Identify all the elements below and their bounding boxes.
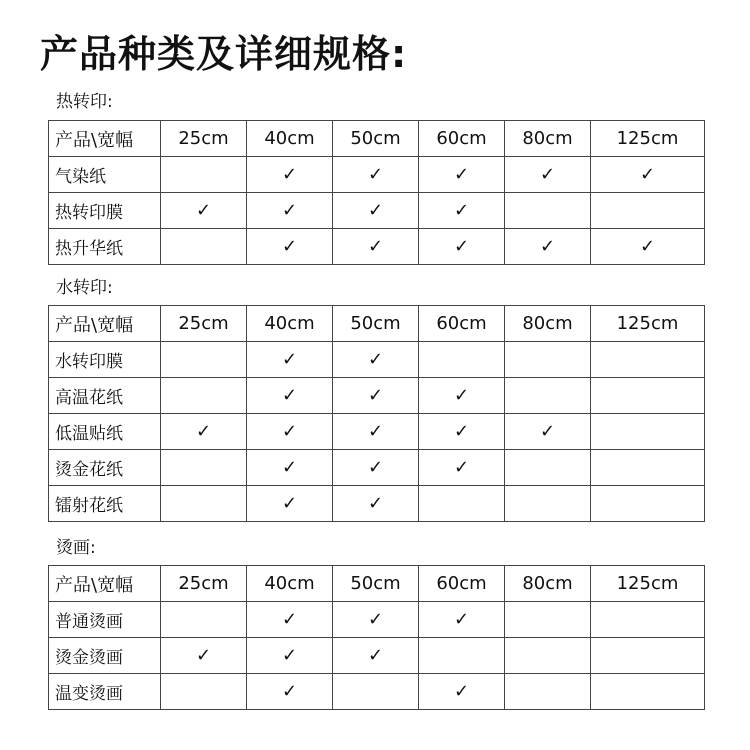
check-icon: ✓ [281,385,298,406]
availability-cell [247,414,333,450]
header-cell-width: 60cm [419,121,505,157]
check-icon: ✓ [367,645,384,666]
header-cell-width: 60cm [419,306,505,342]
table-row [49,378,705,414]
check-icon: ✓ [367,457,384,478]
check-icon: ✓ [453,681,470,702]
availability-cell [591,157,705,193]
availability-cell [419,193,505,229]
availability-cell [591,602,705,638]
check-icon: ✓ [281,164,298,185]
product-name-cell: 水转印膜 [49,342,161,378]
section-label-iron-on: 烫画: [56,538,96,558]
availability-cell [247,638,333,674]
availability-cell [333,602,419,638]
check-icon: ✓ [195,421,212,442]
availability-cell [247,378,333,414]
availability-cell [419,378,505,414]
availability-cell [161,229,247,265]
availability-cell [505,450,591,486]
availability-cell [333,450,419,486]
check-icon: ✓ [639,236,656,257]
availability-cell [591,342,705,378]
header-cell-width: 80cm [505,121,591,157]
availability-cell [161,638,247,674]
check-icon: ✓ [281,421,298,442]
availability-cell [333,193,419,229]
header-cell-width: 125cm [591,566,705,602]
availability-cell [247,602,333,638]
check-icon: ✓ [453,236,470,257]
availability-cell [161,450,247,486]
check-icon: ✓ [281,200,298,221]
availability-cell [333,229,419,265]
check-icon: ✓ [367,200,384,221]
availability-cell [419,674,505,710]
check-icon: ✓ [367,236,384,257]
check-icon: ✓ [367,385,384,406]
spec-table-iron-on [48,565,705,710]
table-header-row [49,121,705,157]
product-name-cell: 烫金烫画 [49,638,161,674]
availability-cell [591,450,705,486]
header-cell-product-width: 产品\宽幅 [49,306,161,342]
product-name-cell: 镭射花纸 [49,486,161,522]
availability-cell [333,486,419,522]
header-cell-width: 40cm [247,306,333,342]
table-row [49,342,705,378]
availability-cell [333,414,419,450]
section-label-heat-transfer: 热转印: [56,92,113,112]
product-name-cell: 高温花纸 [49,378,161,414]
availability-cell [419,414,505,450]
availability-cell [161,674,247,710]
availability-cell [505,638,591,674]
spec-table-water-transfer [48,305,705,522]
availability-cell [505,378,591,414]
table-row [49,450,705,486]
check-icon: ✓ [453,164,470,185]
availability-cell [333,157,419,193]
table-row [49,486,705,522]
header-cell-width: 25cm [161,566,247,602]
availability-cell [419,486,505,522]
check-icon: ✓ [539,421,556,442]
availability-cell [505,414,591,450]
availability-cell [419,342,505,378]
header-cell-width: 125cm [591,306,705,342]
check-icon: ✓ [367,421,384,442]
availability-cell [591,378,705,414]
check-icon: ✓ [281,236,298,257]
check-icon: ✓ [367,164,384,185]
header-cell-product-width: 产品\宽幅 [49,121,161,157]
product-name-cell: 低温贴纸 [49,414,161,450]
check-icon: ✓ [539,236,556,257]
header-cell-width: 40cm [247,566,333,602]
section-label-water-transfer: 水转印: [56,278,113,298]
check-icon: ✓ [453,457,470,478]
availability-cell [591,414,705,450]
availability-cell [161,342,247,378]
header-cell-width: 25cm [161,306,247,342]
availability-cell [591,229,705,265]
availability-cell [247,157,333,193]
availability-cell [419,602,505,638]
header-cell-width: 60cm [419,566,505,602]
availability-cell [247,193,333,229]
check-icon: ✓ [281,609,298,630]
availability-cell [505,229,591,265]
product-name-cell: 温变烫画 [49,674,161,710]
availability-cell [505,342,591,378]
table-row [49,157,705,193]
check-icon: ✓ [453,200,470,221]
table-row [49,674,705,710]
check-icon: ✓ [453,609,470,630]
header-cell-width: 80cm [505,306,591,342]
availability-cell [419,638,505,674]
check-icon: ✓ [281,457,298,478]
availability-cell [591,486,705,522]
availability-cell [247,450,333,486]
availability-cell [505,486,591,522]
check-icon: ✓ [281,645,298,666]
header-cell-width: 40cm [247,121,333,157]
availability-cell [247,342,333,378]
check-icon: ✓ [539,164,556,185]
product-name-cell: 烫金花纸 [49,450,161,486]
availability-cell [419,157,505,193]
table-row [49,193,705,229]
check-icon: ✓ [639,164,656,185]
table-header-row [49,566,705,602]
availability-cell [505,157,591,193]
check-icon: ✓ [367,493,384,514]
availability-cell [419,450,505,486]
availability-cell [247,674,333,710]
header-cell-width: 50cm [333,306,419,342]
page-title: 产品种类及详细规格: [40,32,408,76]
availability-cell [161,414,247,450]
availability-cell [505,602,591,638]
table-header-row [49,306,705,342]
check-icon: ✓ [281,493,298,514]
availability-cell [419,229,505,265]
availability-cell [591,674,705,710]
check-icon: ✓ [281,681,298,702]
availability-cell [161,193,247,229]
availability-cell [161,602,247,638]
availability-cell [161,486,247,522]
availability-cell [161,378,247,414]
table-row [49,602,705,638]
table-row [49,638,705,674]
check-icon: ✓ [281,349,298,370]
header-cell-width: 125cm [591,121,705,157]
check-icon: ✓ [453,421,470,442]
check-icon: ✓ [367,349,384,370]
header-cell-width: 50cm [333,121,419,157]
availability-cell [505,674,591,710]
availability-cell [333,674,419,710]
header-cell-width: 80cm [505,566,591,602]
availability-cell [505,193,591,229]
availability-cell [161,157,247,193]
availability-cell [591,638,705,674]
check-icon: ✓ [195,645,212,666]
table-row [49,229,705,265]
header-cell-product-width: 产品\宽幅 [49,566,161,602]
availability-cell [247,486,333,522]
check-icon: ✓ [453,385,470,406]
availability-cell [591,193,705,229]
header-cell-width: 50cm [333,566,419,602]
check-icon: ✓ [195,200,212,221]
availability-cell [333,378,419,414]
product-name-cell: 普通烫画 [49,602,161,638]
availability-cell [333,342,419,378]
product-name-cell: 气染纸 [49,157,161,193]
table-row [49,414,705,450]
availability-cell [247,229,333,265]
availability-cell [333,638,419,674]
check-icon: ✓ [367,609,384,630]
product-name-cell: 热升华纸 [49,229,161,265]
product-name-cell: 热转印膜 [49,193,161,229]
header-cell-width: 25cm [161,121,247,157]
spec-table-heat-transfer [48,120,705,265]
